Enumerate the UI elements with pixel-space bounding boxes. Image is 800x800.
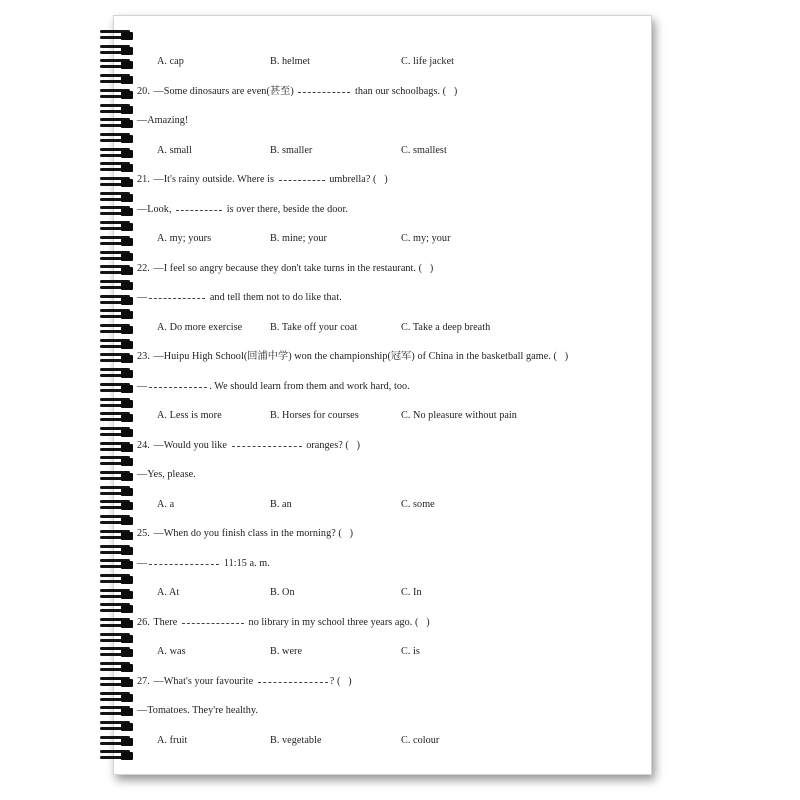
question-text-end: no library in my school three years ago. ( ) <box>248 616 430 628</box>
binding-ring <box>100 265 138 279</box>
answer-blank[interactable] <box>149 564 219 565</box>
reply-text-end: . We should learn from them and work hard, too. <box>209 380 410 392</box>
answer-blank[interactable] <box>258 682 328 683</box>
reply-24 <box>137 461 196 489</box>
question-number: 23. <box>137 351 150 362</box>
question-number: 26. <box>137 616 150 628</box>
question-text-start: —It's rainy outside. Where is <box>153 174 275 185</box>
binding-ring <box>100 662 138 676</box>
option-b[interactable]: B. helmet <box>270 56 311 67</box>
binding-ring <box>100 530 138 544</box>
question-23 <box>137 343 568 371</box>
answer-blank[interactable] <box>149 387 207 388</box>
question-number: 24. <box>137 439 150 451</box>
option-b[interactable]: B. vegetable <box>270 734 322 746</box>
option-b[interactable]: B. mine; your <box>270 233 327 244</box>
binding-ring <box>100 133 138 147</box>
question-text-end: than our schoolbags. ( ) <box>355 85 458 97</box>
binding-ring <box>100 309 138 323</box>
binding-ring <box>100 706 138 720</box>
question-number: 21. <box>137 174 150 185</box>
option-a[interactable]: A. fruit <box>157 734 188 746</box>
question-21 <box>137 166 388 194</box>
question-text-start: —Would you like <box>153 439 227 451</box>
binding-ring <box>100 177 138 191</box>
binding-ring <box>100 236 138 250</box>
binding-ring <box>100 383 138 397</box>
binding-ring <box>100 427 138 441</box>
binding-ring <box>100 633 138 647</box>
option-c[interactable]: C. Take a deep breath <box>401 321 491 333</box>
reply-27 <box>137 697 258 725</box>
option-a[interactable]: A. Less is more <box>157 410 222 421</box>
reply-text-start: — <box>137 292 148 303</box>
binding-ring <box>100 206 138 220</box>
answer-blank[interactable] <box>298 92 350 93</box>
option-b[interactable]: B. On <box>270 587 295 598</box>
reply-text-end: 11:15 a. m. <box>223 557 270 569</box>
option-b[interactable]: B. smaller <box>270 144 313 156</box>
binding-ring <box>100 515 138 529</box>
option-a[interactable]: A. a <box>157 498 175 510</box>
option-a[interactable]: A. my; yours <box>157 233 212 244</box>
binding-ring <box>100 30 138 44</box>
answer-blank[interactable] <box>279 180 325 181</box>
question-number: 22. <box>137 262 150 274</box>
binding-ring <box>100 721 138 735</box>
question-text-end: oranges? ( ) <box>306 439 361 451</box>
binding-ring <box>100 295 138 309</box>
question-text-end: umbrella? ( ) <box>329 174 388 185</box>
binding-ring <box>100 545 138 559</box>
answer-blank[interactable] <box>149 298 205 299</box>
binding-ring <box>100 692 138 706</box>
binding-ring <box>100 45 138 59</box>
reply-text: —Yes, please. <box>137 469 196 480</box>
reply-text-end: and tell them not to do like that. <box>209 292 342 303</box>
question-text: —When do you finish class in the morning? ( ) <box>153 528 354 539</box>
option-a[interactable]: A. At <box>157 587 180 598</box>
binding-ring <box>100 118 138 132</box>
option-c[interactable]: C. my; your <box>401 233 451 244</box>
reply-20 <box>137 107 188 135</box>
option-b[interactable]: B. were <box>270 646 303 657</box>
binding-ring <box>100 162 138 176</box>
binding-ring <box>100 74 138 88</box>
question-text-start: —What's your favourite <box>153 675 254 687</box>
question-24 <box>137 432 360 460</box>
binding-ring <box>100 618 138 632</box>
reply-23 <box>137 373 410 401</box>
option-c[interactable]: C. In <box>401 587 422 598</box>
option-a[interactable]: A. small <box>157 144 192 156</box>
binding-ring <box>100 471 138 485</box>
binding-ring <box>100 559 138 573</box>
question-text-start: There <box>153 616 178 628</box>
binding-ring <box>100 603 138 617</box>
binding-ring <box>100 442 138 456</box>
reply-25 <box>137 550 270 578</box>
binding-ring <box>100 750 138 764</box>
reply-text-end: is over there, beside the door. <box>226 203 348 215</box>
question-27 <box>137 668 352 696</box>
question-26 <box>137 609 430 637</box>
binding-ring <box>100 59 138 73</box>
option-c[interactable]: C. some <box>401 498 435 510</box>
binding-ring <box>100 589 138 603</box>
binding-ring <box>100 736 138 750</box>
option-b[interactable]: B. Take off your coat <box>270 321 358 333</box>
answer-blank[interactable] <box>182 623 244 624</box>
answer-blank[interactable] <box>176 210 222 211</box>
question-22 <box>137 255 433 283</box>
reply-text-start: — <box>137 557 148 569</box>
answer-blank[interactable] <box>232 446 302 447</box>
option-c[interactable]: C. No pleasure without pain <box>401 410 517 421</box>
reply-22 <box>137 284 342 312</box>
binding-ring <box>100 280 138 294</box>
question-number: 25. <box>137 528 150 539</box>
question-20 <box>137 78 457 106</box>
spiral-binding <box>100 30 138 760</box>
binding-ring <box>100 339 138 353</box>
binding-ring <box>100 324 138 338</box>
reply-text: —Amazing! <box>137 115 189 126</box>
option-c[interactable]: C. colour <box>401 734 440 746</box>
reply-text-start: — <box>137 380 148 392</box>
question-number: 27. <box>137 675 150 687</box>
binding-ring <box>100 221 138 235</box>
binding-ring <box>100 412 138 426</box>
option-b[interactable]: B. Horses for courses <box>270 410 359 421</box>
binding-ring <box>100 500 138 514</box>
binding-ring <box>100 148 138 162</box>
option-a[interactable]: A. was <box>157 646 186 657</box>
option-a[interactable]: A. cap <box>157 56 184 67</box>
binding-ring <box>100 104 138 118</box>
option-c[interactable]: C. smallest <box>401 144 447 156</box>
question-number: 20. <box>137 85 150 97</box>
question-text: —I feel so angry because they don't take turns in the restaurant. ( ) <box>153 262 434 274</box>
binding-ring <box>100 456 138 470</box>
question-25 <box>137 520 353 548</box>
binding-ring <box>100 486 138 500</box>
question-text: —Huipu High School(回浦中学) won the championship(冠军) of China in the basketball game. ( ) <box>153 351 569 362</box>
binding-ring <box>100 398 138 412</box>
binding-ring <box>100 677 138 691</box>
worksheet-content <box>137 48 642 768</box>
binding-ring <box>100 89 138 103</box>
option-b[interactable]: B. an <box>270 498 292 510</box>
binding-ring <box>100 574 138 588</box>
binding-ring <box>100 251 138 265</box>
option-c[interactable]: C. life jacket <box>401 56 455 67</box>
option-a[interactable]: A. Do more exercise <box>157 321 243 333</box>
question-text-end: ? ( ) <box>329 675 352 687</box>
reply-21 <box>137 196 348 224</box>
question-text-start: —Some dinosaurs are even(甚至) <box>153 85 294 97</box>
reply-text: —Tomatoes. They're healthy. <box>137 705 259 716</box>
reply-text-start: —Look, <box>137 203 172 215</box>
binding-ring <box>100 368 138 382</box>
option-c[interactable]: C. is <box>401 646 420 657</box>
binding-ring <box>100 353 138 367</box>
binding-ring <box>100 192 138 206</box>
binding-ring <box>100 647 138 661</box>
